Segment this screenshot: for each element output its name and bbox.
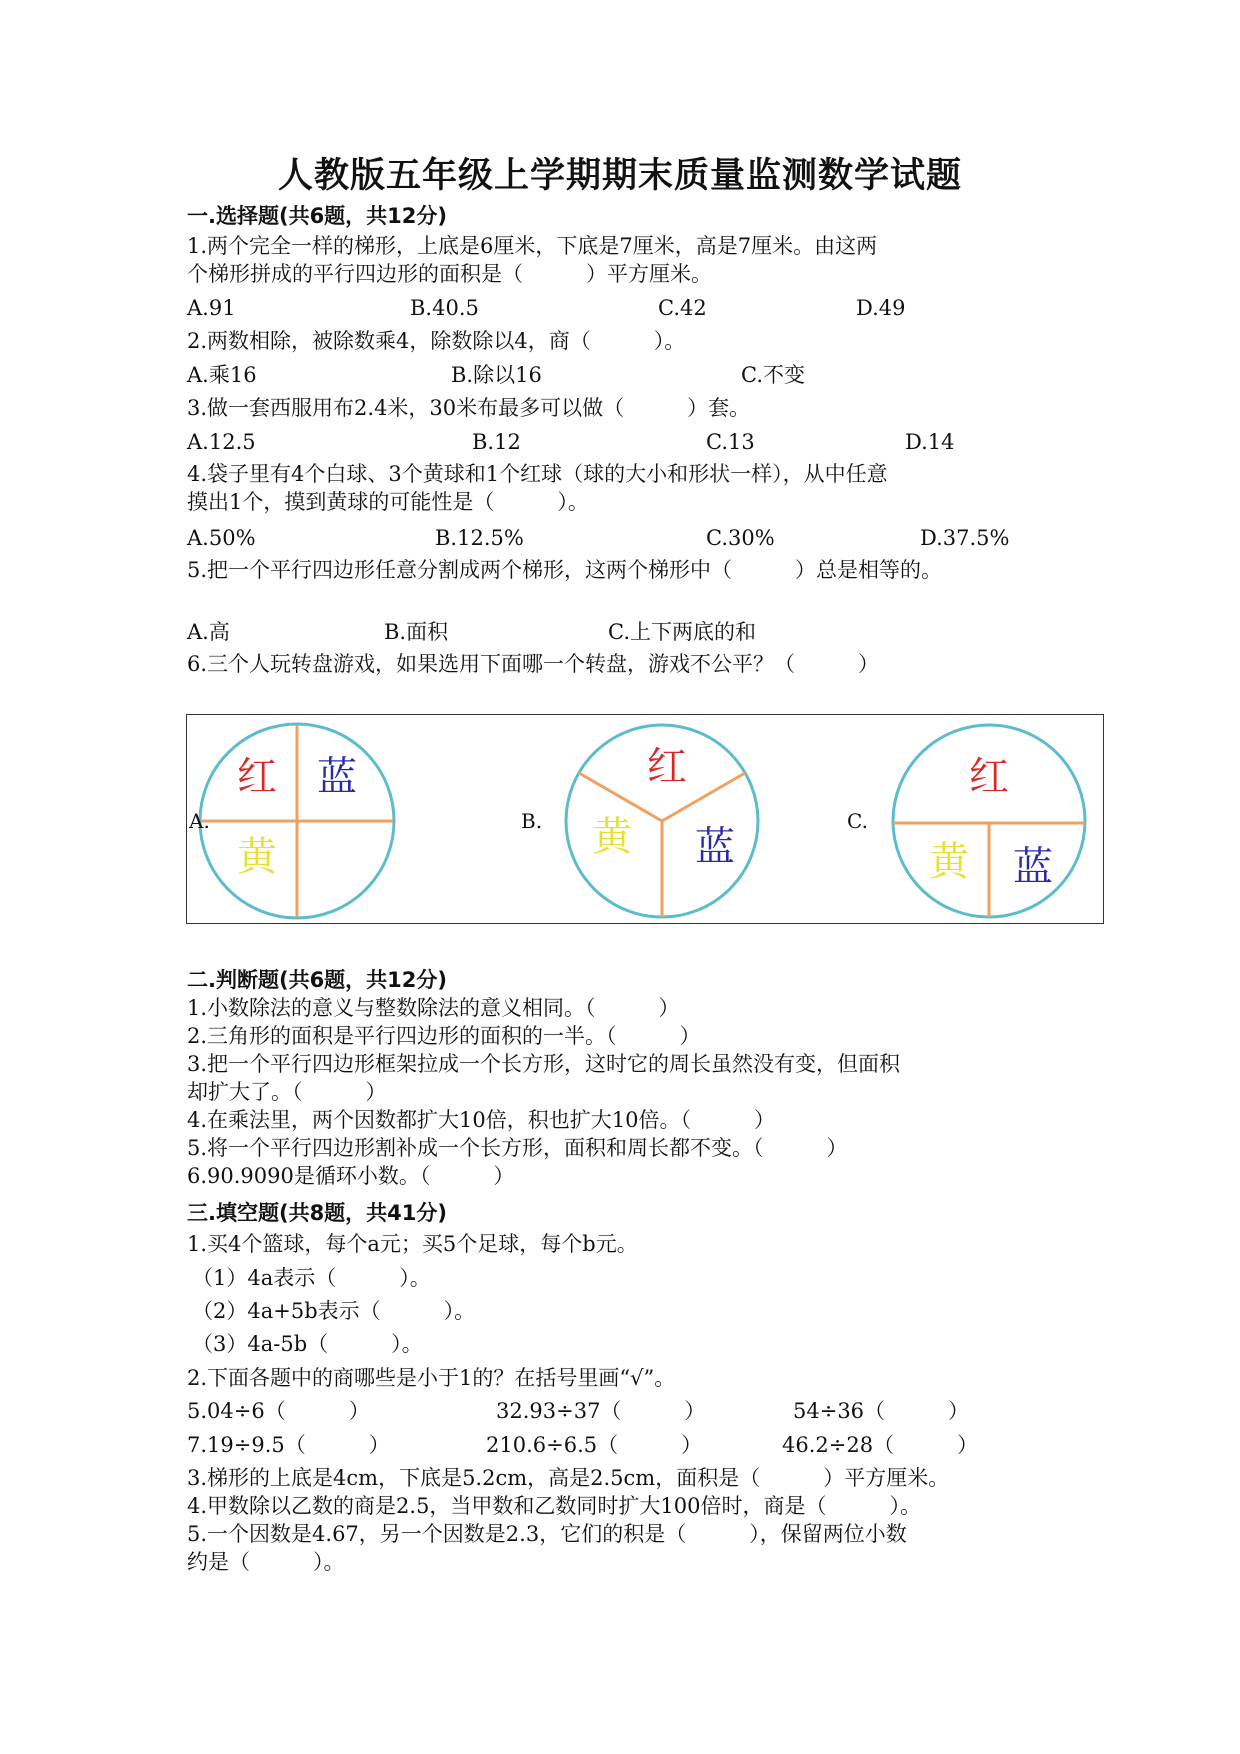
question-text: 3.梯形的上底是4cm，下底是5.2cm，高是2.5cm，面积是（ ）平方厘米。 (187, 1466, 950, 1490)
label-red: 红 (237, 754, 277, 800)
option: A.50% (187, 526, 256, 550)
option: B.40.5 (410, 296, 479, 320)
question-text: 3.把一个平行四边形框架拉成一个长方形，这时它的周长虽然没有变，但面积 (187, 1052, 901, 1076)
option: D.37.5% (920, 526, 1010, 550)
option: C.上下两底的和 (608, 620, 756, 644)
spinner-b (566, 725, 758, 917)
label-red: 红 (647, 744, 687, 790)
question-text: 却扩大了。（ ） (187, 1080, 387, 1104)
option: B.12.5% (435, 526, 524, 550)
option: A.12.5 (187, 430, 256, 454)
spinner-figure (186, 714, 1104, 924)
sub-question: （3）4a-5b（ ）。 (192, 1332, 423, 1356)
question-text: 6.90.9090是循环小数。（ ） (187, 1164, 515, 1188)
option: D.49 (856, 296, 906, 320)
label-blue: 蓝 (695, 824, 735, 870)
question-text: 2.下面各题中的商哪些是小于1的？在括号里画“√”。 (187, 1366, 676, 1390)
question-text: 3.做一套西服用布2.4米，30米布最多可以做（ ）套。 (187, 396, 751, 420)
spinner-label-a: A. (189, 809, 210, 833)
division-item: 5.04÷6（ ） (187, 1399, 370, 1423)
label-yellow: 黄 (237, 834, 277, 880)
division-item: 32.93÷37（ ） (496, 1399, 706, 1423)
division-item: 7.19÷9.5（ ） (187, 1433, 390, 1457)
question-text: 4.在乘法里，两个因数都扩大10倍，积也扩大10倍。（ ） (187, 1108, 775, 1132)
division-item: 210.6÷6.5（ ） (486, 1433, 703, 1457)
sub-question: （1）4a表示（ ）。 (192, 1266, 431, 1290)
option: B.面积 (384, 620, 449, 644)
page-title: 人教版五年级上学期期末质量监测数学试题 (277, 156, 962, 196)
spinner-c (893, 725, 1085, 917)
question-text: 2.两数相除，被除数乘4，除数除以4，商（ ）。 (187, 329, 686, 353)
option: D.14 (905, 430, 955, 454)
section-heading-fill: 三.填空题(共8题，共41分) (187, 1201, 448, 1225)
option: A.91 (187, 296, 236, 320)
option: B.除以16 (451, 363, 542, 387)
question-text: 个梯形拼成的平行四边形的面积是（ ）平方厘米。 (187, 262, 712, 286)
question-text: 5.把一个平行四边形任意分割成两个梯形，这两个梯形中（ ）总是相等的。 (187, 558, 943, 582)
label-yellow: 黄 (929, 839, 969, 885)
question-text: 4.袋子里有4个白球、3个黄球和1个红球（球的大小和形状一样），从中任意 (187, 462, 888, 486)
option: C.不变 (741, 363, 805, 387)
spinner-a (200, 724, 394, 918)
question-text: 1.小数除法的意义与整数除法的意义相同。（ ） (187, 996, 680, 1020)
label-red: 红 (969, 754, 1009, 800)
option: A.乘16 (187, 363, 257, 387)
question-text: 6.三个人玩转盘游戏，如果选用下面哪一个转盘，游戏不公平？（ ） (187, 652, 880, 676)
question-text: 5.一个因数是4.67，另一个因数是2.3，它们的积是（ ），保留两位小数 (187, 1522, 907, 1546)
question-text: 5.将一个平行四边形割补成一个长方形，面积和周长都不变。（ ） (187, 1136, 848, 1160)
option: A.高 (187, 620, 230, 644)
question-text: 约是（ ）。 (187, 1550, 345, 1574)
label-yellow: 黄 (592, 814, 632, 860)
spinner-label-c: C. (847, 809, 868, 833)
section-heading-choice: 一.选择题(共6题，共12分) (187, 204, 448, 228)
division-item: 54÷36（ ） (793, 1399, 970, 1423)
label-blue: 蓝 (317, 754, 357, 800)
question-text: 4.甲数除以乙数的商是2.5，当甲数和乙数同时扩大100倍时，商是（ ）。 (187, 1494, 922, 1518)
question-text: 2.三角形的面积是平行四边形的面积的一半。（ ） (187, 1024, 701, 1048)
option: C.30% (706, 526, 775, 550)
option: C.42 (658, 296, 707, 320)
option: B.12 (472, 430, 521, 454)
question-text: 摸出1个，摸到黄球的可能性是（ ）。 (187, 490, 589, 514)
sub-question: （2）4a+5b表示（ ）。 (192, 1299, 476, 1323)
division-item: 46.2÷28（ ） (782, 1433, 979, 1457)
question-text: 1.买4个篮球，每个a元；买5个足球，每个b元。 (187, 1232, 638, 1256)
option: C.13 (706, 430, 755, 454)
label-blue: 蓝 (1013, 844, 1053, 890)
spinners-svg (187, 715, 1105, 925)
question-text: 1.两个完全一样的梯形，上底是6厘米，下底是7厘米，高是7厘米。由这两 (187, 234, 878, 258)
spinner-label-b: B. (521, 809, 543, 833)
section-heading-judge: 二.判断题(共6题，共12分) (187, 968, 448, 992)
